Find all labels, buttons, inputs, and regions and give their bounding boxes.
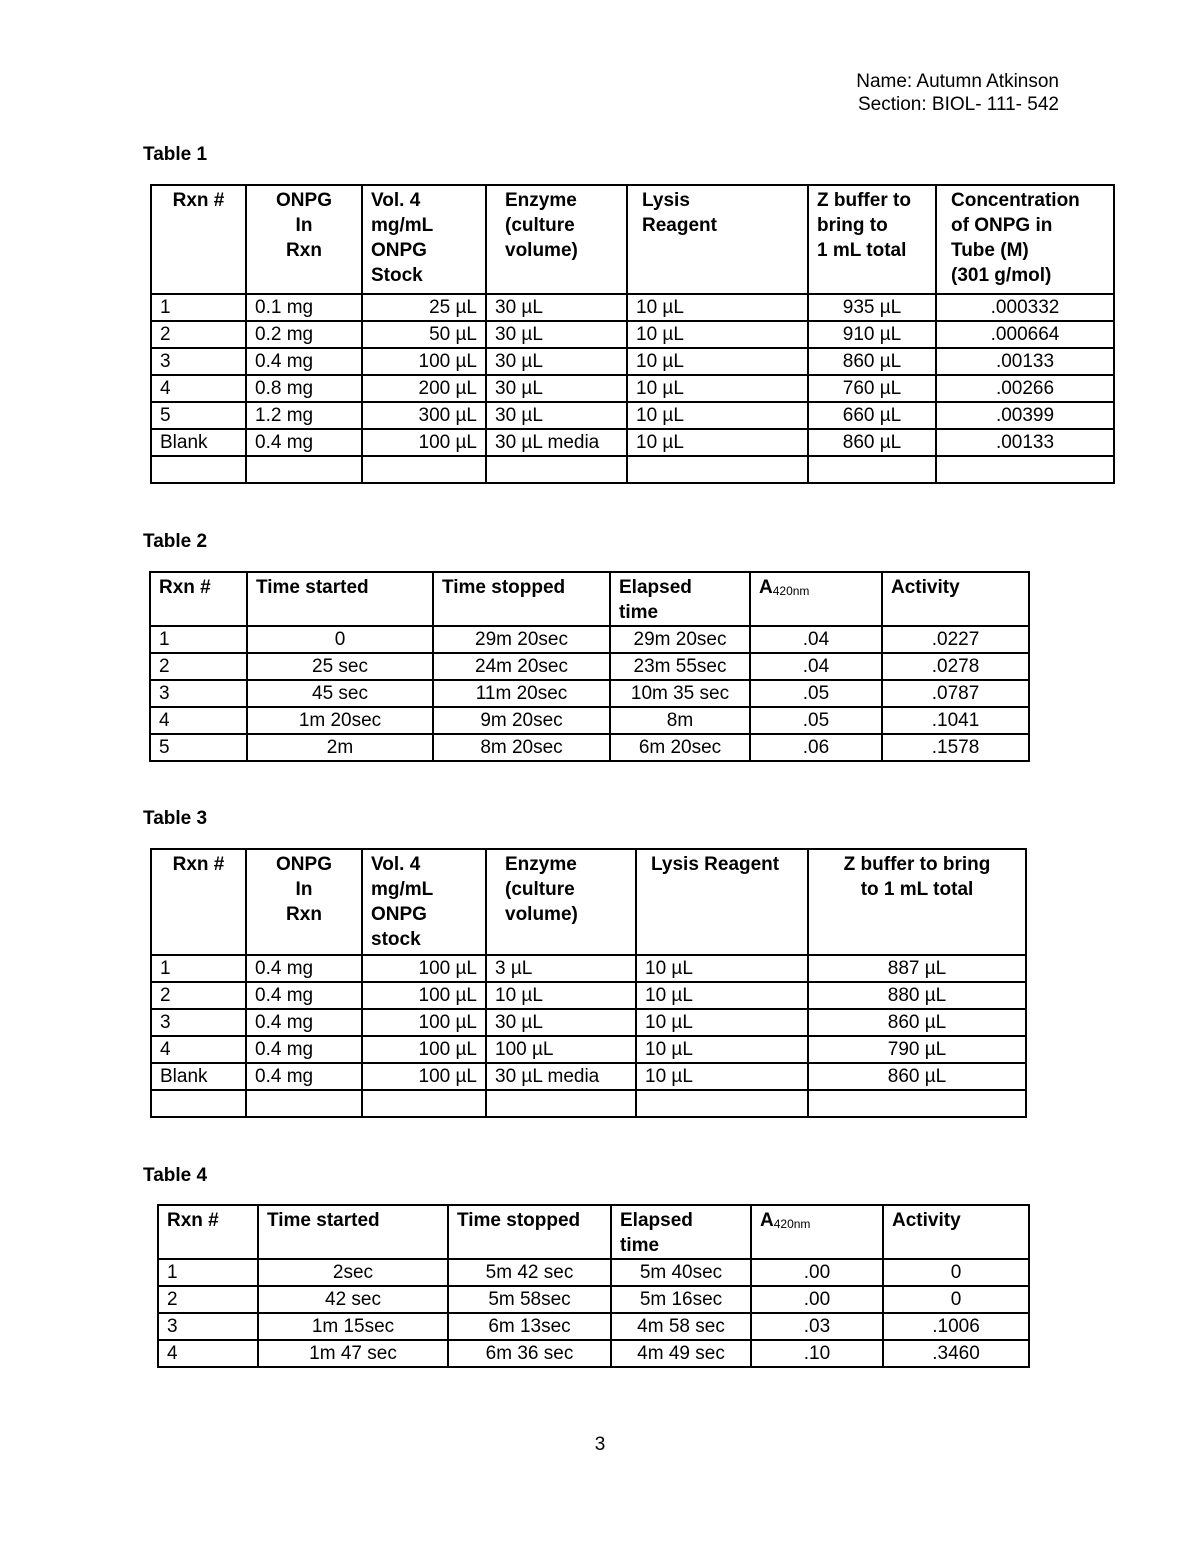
table1-cell: 4 xyxy=(151,375,246,402)
table2-cell: 0 xyxy=(247,626,433,653)
table4-title: Table 4 xyxy=(143,1165,208,1186)
table1-cell: 0.4 mg xyxy=(246,429,362,456)
table1-cell: 30 µL xyxy=(486,294,627,321)
table2-cell: 8m 20sec xyxy=(433,734,610,761)
table1-cell: 0.1 mg xyxy=(246,294,362,321)
table2-title: Table 2 xyxy=(143,531,208,552)
table2-cell: 11m 20sec xyxy=(433,680,610,707)
table3-cell: 0.4 mg xyxy=(246,982,362,1009)
table3-cell: 860 µL xyxy=(808,1009,1026,1036)
table1-cell xyxy=(486,456,627,483)
table4-header-time-started: Time started xyxy=(258,1205,448,1259)
table2-cell: .1041 xyxy=(882,707,1029,734)
table3-cell xyxy=(362,1090,486,1117)
table2-header-rxn: Rxn # xyxy=(150,572,247,626)
table3-cell: 100 µL xyxy=(362,982,486,1009)
absorbance-subscript: 420nm xyxy=(772,584,810,598)
table3-cell: 0.4 mg xyxy=(246,955,362,982)
table1-header-lysis: Lysis Reagent xyxy=(627,185,808,294)
table2 xyxy=(149,571,1030,762)
table3-cell: 860 µL xyxy=(808,1063,1026,1090)
table1-header-onpg: ONPG In Rxn xyxy=(246,185,362,294)
table2-cell: .1578 xyxy=(882,734,1029,761)
table-row xyxy=(150,707,1029,734)
table1-cell: 10 µL xyxy=(627,321,808,348)
table4-cell: 1 xyxy=(158,1259,258,1286)
table1-cell: .000664 xyxy=(936,321,1114,348)
table2-cell: 1 xyxy=(150,626,247,653)
table4-cell: .00 xyxy=(751,1259,883,1286)
table1-cell: .00399 xyxy=(936,402,1114,429)
table4-cell: 2 xyxy=(158,1286,258,1313)
table3-cell xyxy=(636,1090,808,1117)
table3-cell: 100 µL xyxy=(362,1009,486,1036)
table3-header-rxn: Rxn # xyxy=(151,849,246,955)
table2-cell: 25 sec xyxy=(247,653,433,680)
table2-cell: 9m 20sec xyxy=(433,707,610,734)
table2-cell: .04 xyxy=(750,653,882,680)
table1-cell: 25 µL xyxy=(362,294,486,321)
table3-header-enzyme: Enzyme (culture volume) xyxy=(486,849,636,955)
table-row xyxy=(150,653,1029,680)
table3-cell: 0.4 mg xyxy=(246,1036,362,1063)
table2-header-absorbance xyxy=(750,572,882,626)
table2-cell: 2m xyxy=(247,734,433,761)
table1-cell: .00266 xyxy=(936,375,1114,402)
table1-header-enzyme: Enzyme (culture volume) xyxy=(486,185,627,294)
table4-header-rxn: Rxn # xyxy=(158,1205,258,1259)
table4-cell: 1m 15sec xyxy=(258,1313,448,1340)
table-row xyxy=(151,402,1114,429)
table1-header-zbuffer: Z buffer to bring to 1 mL total xyxy=(808,185,936,294)
table1-cell: 0.8 mg xyxy=(246,375,362,402)
table3-cell: 100 µL xyxy=(362,955,486,982)
table4-header-activity: Activity xyxy=(883,1205,1029,1259)
table2-header-time-started: Time started xyxy=(247,572,433,626)
table3-cell: 10 µL xyxy=(636,1063,808,1090)
table3-cell: 3 µL xyxy=(486,955,636,982)
table1-cell: 0.2 mg xyxy=(246,321,362,348)
table1-cell: .000332 xyxy=(936,294,1114,321)
table1-title: Table 1 xyxy=(143,144,208,165)
table3-cell: 0.4 mg xyxy=(246,1009,362,1036)
table4-cell: 3 xyxy=(158,1313,258,1340)
table4-cell: .00 xyxy=(751,1286,883,1313)
table1-cell: 1 xyxy=(151,294,246,321)
table4-cell: 4m 58 sec xyxy=(611,1313,751,1340)
table3-header-onpg: ONPG In Rxn xyxy=(246,849,362,955)
table-row xyxy=(151,348,1114,375)
table1-cell: 660 µL xyxy=(808,402,936,429)
table1-cell: 100 µL xyxy=(362,348,486,375)
table-row xyxy=(151,982,1026,1009)
table2-cell: 5 xyxy=(150,734,247,761)
table1-cell: 30 µL xyxy=(486,321,627,348)
table2-cell: 4 xyxy=(150,707,247,734)
table4-cell: 2sec xyxy=(258,1259,448,1286)
table3-cell: 880 µL xyxy=(808,982,1026,1009)
absorbance-label: A xyxy=(759,577,773,598)
table1-cell: 3 xyxy=(151,348,246,375)
table1-cell: 10 µL xyxy=(627,294,808,321)
section: Section: BIOL- 111- 542 xyxy=(857,94,1059,115)
table-row xyxy=(158,1286,1029,1313)
table1-cell: 760 µL xyxy=(808,375,936,402)
table-row xyxy=(151,321,1114,348)
table4-cell: 6m 13sec xyxy=(448,1313,611,1340)
table1-cell xyxy=(627,456,808,483)
table4-cell: 1m 47 sec xyxy=(258,1340,448,1367)
table4-cell: 5m 42 sec xyxy=(448,1259,611,1286)
table-row xyxy=(150,626,1029,653)
table3-cell: 790 µL xyxy=(808,1036,1026,1063)
table4-cell: 4m 49 sec xyxy=(611,1340,751,1367)
table1-cell xyxy=(936,456,1114,483)
table4-cell: 0 xyxy=(883,1286,1029,1313)
table1-cell: 0.4 mg xyxy=(246,348,362,375)
table-row-empty xyxy=(151,1090,1026,1117)
table3-cell: 30 µL xyxy=(486,1009,636,1036)
table4-cell: .3460 xyxy=(883,1340,1029,1367)
table4-cell: .1006 xyxy=(883,1313,1029,1340)
table2-header-time-stopped: Time stopped xyxy=(433,572,610,626)
table3-cell: 100 µL xyxy=(362,1036,486,1063)
table1-cell: 30 µL xyxy=(486,402,627,429)
table1-header-rxn: Rxn # xyxy=(151,185,246,294)
table2-cell: 29m 20sec xyxy=(610,626,750,653)
table4-cell: 0 xyxy=(883,1259,1029,1286)
table1-header-concentration: Concentration of ONPG in Tube (M) (301 g/mol) xyxy=(936,185,1114,294)
table3-cell: 10 µL xyxy=(636,955,808,982)
table2-cell: .06 xyxy=(750,734,882,761)
table1-cell: 10 µL xyxy=(627,348,808,375)
student-name: Name: Autumn Atkinson xyxy=(856,71,1059,92)
table-row xyxy=(151,294,1114,321)
table-row xyxy=(151,1009,1026,1036)
table4-cell: 4 xyxy=(158,1340,258,1367)
table-row xyxy=(158,1340,1029,1367)
table2-header-elapsed: Elapsed time xyxy=(610,572,750,626)
table1-cell xyxy=(808,456,936,483)
table-row xyxy=(150,734,1029,761)
table2-cell: .05 xyxy=(750,680,882,707)
table3-cell: 10 µL xyxy=(636,1036,808,1063)
table3-cell xyxy=(808,1090,1026,1117)
page-number: 3 xyxy=(594,1434,606,1455)
table3-cell xyxy=(246,1090,362,1117)
table1-cell: 1.2 mg xyxy=(246,402,362,429)
table-row xyxy=(158,1313,1029,1340)
table2-cell: .0787 xyxy=(882,680,1029,707)
table1-cell: 860 µL xyxy=(808,348,936,375)
absorbance-subscript: 420nm xyxy=(773,1217,811,1231)
table1-cell: Blank xyxy=(151,429,246,456)
table1-cell: 200 µL xyxy=(362,375,486,402)
table-row xyxy=(151,375,1114,402)
table3-header-lysis: Lysis Reagent xyxy=(636,849,808,955)
table3-header-vol: Vol. 4 mg/mL ONPG stock xyxy=(362,849,486,955)
table4-cell: 5m 40sec xyxy=(611,1259,751,1286)
table3-cell: Blank xyxy=(151,1063,246,1090)
table3-cell: 1 xyxy=(151,955,246,982)
table-row xyxy=(151,429,1114,456)
table1-cell: 5 xyxy=(151,402,246,429)
table3-title: Table 3 xyxy=(143,808,208,829)
absorbance-label: A xyxy=(760,1210,774,1231)
table3-cell: 10 µL xyxy=(636,1009,808,1036)
table2-cell: .0278 xyxy=(882,653,1029,680)
table-row-empty xyxy=(151,456,1114,483)
table1-cell xyxy=(151,456,246,483)
table1-cell: 30 µL xyxy=(486,348,627,375)
table-row xyxy=(151,1036,1026,1063)
table2-cell: 10m 35 sec xyxy=(610,680,750,707)
table3-cell: 100 µL xyxy=(362,1063,486,1090)
table1-cell: .00133 xyxy=(936,429,1114,456)
table1-cell: 10 µL xyxy=(627,429,808,456)
table3-cell xyxy=(486,1090,636,1117)
table3-cell: 100 µL xyxy=(486,1036,636,1063)
table2-cell: 6m 20sec xyxy=(610,734,750,761)
table3-cell: 4 xyxy=(151,1036,246,1063)
table3 xyxy=(150,848,1027,1118)
table1-cell: 10 µL xyxy=(627,375,808,402)
table1-cell: 30 µL xyxy=(486,375,627,402)
table1-cell: 100 µL xyxy=(362,429,486,456)
table4-cell: 42 sec xyxy=(258,1286,448,1313)
table-row xyxy=(158,1259,1029,1286)
table4-header-absorbance xyxy=(751,1205,883,1259)
table3-cell: 2 xyxy=(151,982,246,1009)
table-row xyxy=(151,955,1026,982)
table1-cell: 860 µL xyxy=(808,429,936,456)
table4 xyxy=(157,1204,1030,1368)
table2-cell: 8m xyxy=(610,707,750,734)
table1-cell: 10 µL xyxy=(627,402,808,429)
table1-cell: 910 µL xyxy=(808,321,936,348)
table1-cell xyxy=(246,456,362,483)
table1-cell xyxy=(362,456,486,483)
table2-cell: 1m 20sec xyxy=(247,707,433,734)
table3-cell: 3 xyxy=(151,1009,246,1036)
table-row xyxy=(151,1063,1026,1090)
table3-cell: 30 µL media xyxy=(486,1063,636,1090)
table3-cell: 887 µL xyxy=(808,955,1026,982)
table2-cell: .0227 xyxy=(882,626,1029,653)
table2-cell: 45 sec xyxy=(247,680,433,707)
table1-cell: .00133 xyxy=(936,348,1114,375)
table4-cell: .10 xyxy=(751,1340,883,1367)
table4-cell: .03 xyxy=(751,1313,883,1340)
table2-cell: .05 xyxy=(750,707,882,734)
table2-header-activity: Activity xyxy=(882,572,1029,626)
table4-cell: 5m 16sec xyxy=(611,1286,751,1313)
table1-cell: 2 xyxy=(151,321,246,348)
table3-cell: 0.4 mg xyxy=(246,1063,362,1090)
table2-cell: .04 xyxy=(750,626,882,653)
header xyxy=(780,70,1059,116)
table1-cell: 50 µL xyxy=(362,321,486,348)
table-row xyxy=(150,680,1029,707)
table2-cell: 29m 20sec xyxy=(433,626,610,653)
table3-cell: 10 µL xyxy=(486,982,636,1009)
table2-cell: 2 xyxy=(150,653,247,680)
table1-header-vol: Vol. 4 mg/mL ONPG Stock xyxy=(362,185,486,294)
table2-cell: 3 xyxy=(150,680,247,707)
table2-cell: 24m 20sec xyxy=(433,653,610,680)
table1-cell: 935 µL xyxy=(808,294,936,321)
table1-cell: 300 µL xyxy=(362,402,486,429)
table4-header-elapsed: Elapsed time xyxy=(611,1205,751,1259)
table4-cell: 5m 58sec xyxy=(448,1286,611,1313)
table1 xyxy=(150,184,1115,484)
table4-header-time-stopped: Time stopped xyxy=(448,1205,611,1259)
table2-cell: 23m 55sec xyxy=(610,653,750,680)
table3-cell xyxy=(151,1090,246,1117)
table4-cell: 6m 36 sec xyxy=(448,1340,611,1367)
table3-cell: 10 µL xyxy=(636,982,808,1009)
table1-cell: 30 µL media xyxy=(486,429,627,456)
table3-header-zbuffer: Z buffer to bring to 1 mL total xyxy=(808,849,1026,955)
